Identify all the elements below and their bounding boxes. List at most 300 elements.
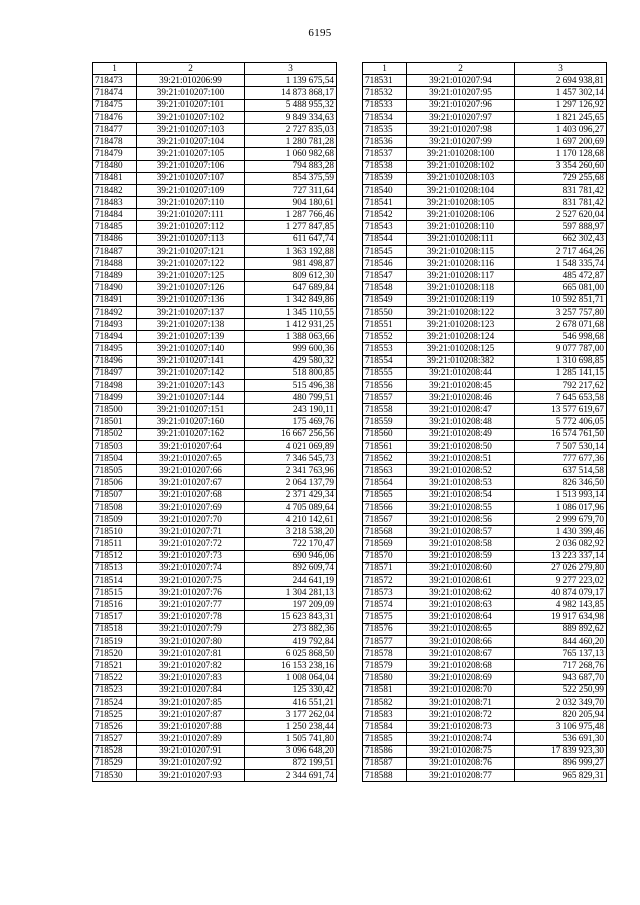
cadastral-number-cell: 39:21:010207:70 bbox=[137, 513, 245, 525]
row-number-cell: 718588 bbox=[363, 769, 407, 781]
cadastral-number-cell: 39:21:010207:122 bbox=[137, 258, 245, 270]
row-number-cell: 718513 bbox=[93, 562, 137, 574]
row-number-cell: 718505 bbox=[93, 465, 137, 477]
cadastral-number-cell: 39:21:010207:105 bbox=[137, 148, 245, 160]
table-row bbox=[93, 708, 337, 720]
value-cell: 1 139 675,54 bbox=[245, 75, 337, 87]
value-cell: 2 064 137,79 bbox=[245, 477, 337, 489]
table-row bbox=[93, 160, 337, 172]
row-number-cell: 718572 bbox=[363, 574, 407, 586]
table-row bbox=[363, 672, 607, 684]
row-number-cell: 718530 bbox=[93, 769, 137, 781]
row-number-cell: 718567 bbox=[363, 513, 407, 525]
value-cell: 1 297 126,92 bbox=[515, 99, 607, 111]
cadastral-number-cell: 39:21:010208:44 bbox=[407, 367, 515, 379]
table-row bbox=[363, 562, 607, 574]
row-number-cell: 718478 bbox=[93, 136, 137, 148]
row-number-cell: 718525 bbox=[93, 708, 137, 720]
value-cell: 2 036 082,92 bbox=[515, 538, 607, 550]
cadastral-number-cell: 39:21:010208:110 bbox=[407, 221, 515, 233]
table-row bbox=[363, 282, 607, 294]
value-cell: 637 514,58 bbox=[515, 465, 607, 477]
cadastral-number-cell: 39:21:010208:60 bbox=[407, 562, 515, 574]
cadastral-number-cell: 39:21:010208:111 bbox=[407, 233, 515, 245]
row-number-cell: 718542 bbox=[363, 209, 407, 221]
table-row bbox=[93, 574, 337, 586]
table-row bbox=[363, 367, 607, 379]
table-row bbox=[363, 172, 607, 184]
value-cell: 515 496,38 bbox=[245, 379, 337, 391]
table-row bbox=[93, 587, 337, 599]
cadastral-number-cell: 39:21:010208:382 bbox=[407, 355, 515, 367]
value-cell: 1 412 931,25 bbox=[245, 318, 337, 330]
column-header: 1 bbox=[363, 63, 407, 75]
cadastral-number-cell: 39:21:010207:72 bbox=[137, 538, 245, 550]
cadastral-number-cell: 39:21:010208:64 bbox=[407, 611, 515, 623]
cadastral-number-cell: 39:21:010207:78 bbox=[137, 611, 245, 623]
cadastral-number-cell: 39:21:010206:99 bbox=[137, 75, 245, 87]
row-number-cell: 718576 bbox=[363, 623, 407, 635]
cadastral-number-cell: 39:21:010207:112 bbox=[137, 221, 245, 233]
value-cell: 1 821 245,65 bbox=[515, 111, 607, 123]
table-row bbox=[363, 270, 607, 282]
value-cell: 729 255,68 bbox=[515, 172, 607, 184]
cadastral-number-cell: 39:21:010207:85 bbox=[137, 696, 245, 708]
table-row bbox=[363, 392, 607, 404]
row-number-cell: 718547 bbox=[363, 270, 407, 282]
row-number-cell: 718550 bbox=[363, 306, 407, 318]
cadastral-number-cell: 39:21:010207:101 bbox=[137, 99, 245, 111]
row-number-cell: 718545 bbox=[363, 245, 407, 257]
value-cell: 3 106 975,48 bbox=[515, 721, 607, 733]
row-number-cell: 718486 bbox=[93, 233, 137, 245]
row-number-cell: 718483 bbox=[93, 197, 137, 209]
table-row bbox=[363, 684, 607, 696]
cadastral-number-cell: 39:21:010208:105 bbox=[407, 197, 515, 209]
row-number-cell: 718503 bbox=[93, 440, 137, 452]
table-row bbox=[363, 343, 607, 355]
value-cell: 546 998,68 bbox=[515, 331, 607, 343]
table-row bbox=[93, 331, 337, 343]
row-number-cell: 718485 bbox=[93, 221, 137, 233]
row-number-cell: 718495 bbox=[93, 343, 137, 355]
cadastral-number-cell: 39:21:010207:125 bbox=[137, 270, 245, 282]
cadastral-number-cell: 39:21:010208:61 bbox=[407, 574, 515, 586]
cadastral-number-cell: 39:21:010207:110 bbox=[137, 197, 245, 209]
value-cell: 981 498,87 bbox=[245, 258, 337, 270]
cadastral-number-cell: 39:21:010208:104 bbox=[407, 184, 515, 196]
row-number-cell: 718570 bbox=[363, 550, 407, 562]
row-number-cell: 718541 bbox=[363, 197, 407, 209]
row-number-cell: 718480 bbox=[93, 160, 137, 172]
cadastral-number-cell: 39:21:010208:117 bbox=[407, 270, 515, 282]
value-cell: 19 917 634,98 bbox=[515, 611, 607, 623]
row-number-cell: 718516 bbox=[93, 599, 137, 611]
cadastral-number-cell: 39:21:010207:103 bbox=[137, 123, 245, 135]
value-cell: 244 641,19 bbox=[245, 574, 337, 586]
row-number-cell: 718492 bbox=[93, 306, 137, 318]
value-cell: 429 580,32 bbox=[245, 355, 337, 367]
value-cell: 999 600,36 bbox=[245, 343, 337, 355]
cadastral-number-cell: 39:21:010207:80 bbox=[137, 635, 245, 647]
value-cell: 2 678 071,68 bbox=[515, 318, 607, 330]
table-row bbox=[93, 87, 337, 99]
row-number-cell: 718502 bbox=[93, 428, 137, 440]
value-cell: 13 223 337,14 bbox=[515, 550, 607, 562]
column-header: 3 bbox=[515, 63, 607, 75]
table-row bbox=[363, 99, 607, 111]
row-number-cell: 718538 bbox=[363, 160, 407, 172]
cadastral-number-cell: 39:21:010207:151 bbox=[137, 404, 245, 416]
cadastral-number-cell: 39:21:010207:99 bbox=[407, 136, 515, 148]
table-row bbox=[93, 282, 337, 294]
value-cell: 2 527 620,04 bbox=[515, 209, 607, 221]
cadastral-number-cell: 39:21:010208:53 bbox=[407, 477, 515, 489]
cadastral-number-cell: 39:21:010207:141 bbox=[137, 355, 245, 367]
cadastral-number-cell: 39:21:010208:47 bbox=[407, 404, 515, 416]
cadastral-number-cell: 39:21:010208:48 bbox=[407, 416, 515, 428]
cadastral-number-cell: 39:21:010207:144 bbox=[137, 392, 245, 404]
row-number-cell: 718487 bbox=[93, 245, 137, 257]
value-cell: 1 170 128,68 bbox=[515, 148, 607, 160]
cadastral-number-cell: 39:21:010208:75 bbox=[407, 745, 515, 757]
cadastral-number-cell: 39:21:010207:109 bbox=[137, 184, 245, 196]
table-row bbox=[363, 465, 607, 477]
value-cell: 7 507 530,14 bbox=[515, 440, 607, 452]
value-cell: 965 829,31 bbox=[515, 769, 607, 781]
value-cell: 1 697 200,69 bbox=[515, 136, 607, 148]
table-row bbox=[93, 379, 337, 391]
value-cell: 3 354 260,60 bbox=[515, 160, 607, 172]
value-cell: 896 999,27 bbox=[515, 757, 607, 769]
cadastral-number-cell: 39:21:010208:67 bbox=[407, 648, 515, 660]
table-row bbox=[93, 526, 337, 538]
table-row bbox=[363, 587, 607, 599]
value-cell: 9 077 787,00 bbox=[515, 343, 607, 355]
value-cell: 6 025 868,50 bbox=[245, 648, 337, 660]
row-number-cell: 718473 bbox=[93, 75, 137, 87]
value-cell: 662 302,43 bbox=[515, 233, 607, 245]
table-row bbox=[93, 477, 337, 489]
row-number-cell: 718501 bbox=[93, 416, 137, 428]
value-cell: 4 705 089,64 bbox=[245, 501, 337, 513]
value-cell: 2 694 938,81 bbox=[515, 75, 607, 87]
table-row bbox=[93, 696, 337, 708]
cadastral-number-cell: 39:21:010207:79 bbox=[137, 623, 245, 635]
row-number-cell: 718484 bbox=[93, 209, 137, 221]
value-cell: 197 209,09 bbox=[245, 599, 337, 611]
table-row bbox=[363, 574, 607, 586]
row-number-cell: 718548 bbox=[363, 282, 407, 294]
table-row bbox=[93, 611, 337, 623]
value-cell: 7 645 653,58 bbox=[515, 392, 607, 404]
row-number-cell: 718493 bbox=[93, 318, 137, 330]
table-row bbox=[93, 538, 337, 550]
value-cell: 826 346,50 bbox=[515, 477, 607, 489]
cadastral-number-cell: 39:21:010207:77 bbox=[137, 599, 245, 611]
row-number-cell: 718568 bbox=[363, 526, 407, 538]
table-row bbox=[363, 184, 607, 196]
table-row bbox=[93, 404, 337, 416]
cadastral-number-cell: 39:21:010208:68 bbox=[407, 660, 515, 672]
row-number-cell: 718512 bbox=[93, 550, 137, 562]
table-row bbox=[363, 538, 607, 550]
row-number-cell: 718476 bbox=[93, 111, 137, 123]
cadastral-number-cell: 39:21:010207:140 bbox=[137, 343, 245, 355]
value-cell: 2 999 679,70 bbox=[515, 513, 607, 525]
table-row bbox=[363, 306, 607, 318]
row-number-cell: 718491 bbox=[93, 294, 137, 306]
cadastral-number-cell: 39:21:010207:69 bbox=[137, 501, 245, 513]
table-row bbox=[363, 526, 607, 538]
cadastral-number-cell: 39:21:010208:57 bbox=[407, 526, 515, 538]
row-number-cell: 718514 bbox=[93, 574, 137, 586]
row-number-cell: 718584 bbox=[363, 721, 407, 733]
row-number-cell: 718475 bbox=[93, 99, 137, 111]
cadastral-number-cell: 39:21:010208:69 bbox=[407, 672, 515, 684]
value-cell: 1 285 141,15 bbox=[515, 367, 607, 379]
table-row bbox=[363, 123, 607, 135]
value-cell: 1 280 781,28 bbox=[245, 136, 337, 148]
table-row bbox=[93, 294, 337, 306]
cadastral-number-cell: 39:21:010208:65 bbox=[407, 623, 515, 635]
value-cell: 480 799,51 bbox=[245, 392, 337, 404]
table-row bbox=[93, 428, 337, 440]
cadastral-number-cell: 39:21:010207:143 bbox=[137, 379, 245, 391]
table-row bbox=[363, 648, 607, 660]
row-number-cell: 718528 bbox=[93, 745, 137, 757]
row-number-cell: 718488 bbox=[93, 258, 137, 270]
value-cell: 1 277 847,85 bbox=[245, 221, 337, 233]
table-row bbox=[363, 209, 607, 221]
table-row bbox=[363, 623, 607, 635]
row-number-cell: 718496 bbox=[93, 355, 137, 367]
value-cell: 273 882,36 bbox=[245, 623, 337, 635]
cadastral-number-cell: 39:21:010207:126 bbox=[137, 282, 245, 294]
row-number-cell: 718529 bbox=[93, 757, 137, 769]
cadastral-number-cell: 39:21:010207:66 bbox=[137, 465, 245, 477]
value-cell: 597 888,97 bbox=[515, 221, 607, 233]
value-cell: 943 687,70 bbox=[515, 672, 607, 684]
table-row bbox=[93, 733, 337, 745]
row-number-cell: 718532 bbox=[363, 87, 407, 99]
table-row bbox=[93, 148, 337, 160]
value-cell: 809 612,30 bbox=[245, 270, 337, 282]
cadastral-number-cell: 39:21:010208:58 bbox=[407, 538, 515, 550]
row-number-cell: 718524 bbox=[93, 696, 137, 708]
value-cell: 1 505 741,80 bbox=[245, 733, 337, 745]
cadastral-number-cell: 39:21:010208:45 bbox=[407, 379, 515, 391]
value-cell: 485 472,87 bbox=[515, 270, 607, 282]
value-cell: 792 217,62 bbox=[515, 379, 607, 391]
value-cell: 831 781,42 bbox=[515, 184, 607, 196]
row-number-cell: 718504 bbox=[93, 453, 137, 465]
cadastral-number-cell: 39:21:010207:97 bbox=[407, 111, 515, 123]
value-cell: 1 287 766,46 bbox=[245, 209, 337, 221]
value-cell: 175 469,76 bbox=[245, 416, 337, 428]
value-cell: 1 086 017,96 bbox=[515, 501, 607, 513]
cadastral-number-cell: 39:21:010208:102 bbox=[407, 160, 515, 172]
row-number-cell: 718571 bbox=[363, 562, 407, 574]
row-number-cell: 718562 bbox=[363, 453, 407, 465]
row-number-cell: 718585 bbox=[363, 733, 407, 745]
row-number-cell: 718474 bbox=[93, 87, 137, 99]
row-number-cell: 718517 bbox=[93, 611, 137, 623]
cadastral-number-cell: 39:21:010208:46 bbox=[407, 392, 515, 404]
value-cell: 40 874 079,17 bbox=[515, 587, 607, 599]
table-row bbox=[93, 660, 337, 672]
value-cell: 522 250,99 bbox=[515, 684, 607, 696]
table-row bbox=[93, 757, 337, 769]
cadastral-number-cell: 39:21:010208:115 bbox=[407, 245, 515, 257]
table-row bbox=[363, 769, 607, 781]
value-cell: 1 008 064,04 bbox=[245, 672, 337, 684]
row-number-cell: 718558 bbox=[363, 404, 407, 416]
value-cell: 872 199,51 bbox=[245, 757, 337, 769]
row-number-cell: 718574 bbox=[363, 599, 407, 611]
value-cell: 1 304 281,13 bbox=[245, 587, 337, 599]
row-number-cell: 718531 bbox=[363, 75, 407, 87]
table-row bbox=[93, 550, 337, 562]
value-cell: 16 574 761,50 bbox=[515, 428, 607, 440]
cadastral-number-cell: 39:21:010208:63 bbox=[407, 599, 515, 611]
cadastral-number-cell: 39:21:010208:70 bbox=[407, 684, 515, 696]
value-cell: 27 026 279,80 bbox=[515, 562, 607, 574]
table-row bbox=[93, 453, 337, 465]
value-cell: 1 388 063,66 bbox=[245, 331, 337, 343]
column-header: 1 bbox=[93, 63, 137, 75]
row-number-cell: 718498 bbox=[93, 379, 137, 391]
row-number-cell: 718546 bbox=[363, 258, 407, 270]
table-row bbox=[363, 708, 607, 720]
row-number-cell: 718581 bbox=[363, 684, 407, 696]
table-row bbox=[93, 99, 337, 111]
cadastral-number-cell: 39:21:010208:106 bbox=[407, 209, 515, 221]
table-row bbox=[93, 489, 337, 501]
table-row bbox=[363, 550, 607, 562]
row-number-cell: 718508 bbox=[93, 501, 137, 513]
cadastral-number-cell: 39:21:010207:71 bbox=[137, 526, 245, 538]
value-cell: 1 342 849,86 bbox=[245, 294, 337, 306]
table-row bbox=[93, 599, 337, 611]
row-number-cell: 718555 bbox=[363, 367, 407, 379]
value-cell: 10 592 851,71 bbox=[515, 294, 607, 306]
value-cell: 3 257 757,80 bbox=[515, 306, 607, 318]
value-cell: 1 363 192,88 bbox=[245, 245, 337, 257]
cadastral-number-cell: 39:21:010208:62 bbox=[407, 587, 515, 599]
table-row bbox=[363, 221, 607, 233]
table-row bbox=[363, 318, 607, 330]
table-row bbox=[363, 733, 607, 745]
row-number-cell: 718557 bbox=[363, 392, 407, 404]
value-cell: 518 800,85 bbox=[245, 367, 337, 379]
table-row bbox=[93, 355, 337, 367]
value-cell: 3 177 262,04 bbox=[245, 708, 337, 720]
cadastral-number-cell: 39:21:010207:98 bbox=[407, 123, 515, 135]
table-row bbox=[93, 367, 337, 379]
cadastral-number-cell: 39:21:010207:160 bbox=[137, 416, 245, 428]
row-number-cell: 718578 bbox=[363, 648, 407, 660]
cadastral-number-cell: 39:21:010207:162 bbox=[137, 428, 245, 440]
cadastral-number-cell: 39:21:010208:76 bbox=[407, 757, 515, 769]
cadastral-number-cell: 39:21:010208:72 bbox=[407, 708, 515, 720]
cadastral-number-cell: 39:21:010207:76 bbox=[137, 587, 245, 599]
row-number-cell: 718536 bbox=[363, 136, 407, 148]
cadastral-number-cell: 39:21:010207:100 bbox=[137, 87, 245, 99]
table-row bbox=[93, 209, 337, 221]
row-number-cell: 718479 bbox=[93, 148, 137, 160]
row-number-cell: 718540 bbox=[363, 184, 407, 196]
value-cell: 3 218 538,20 bbox=[245, 526, 337, 538]
cadastral-number-cell: 39:21:010207:137 bbox=[137, 306, 245, 318]
table-row bbox=[363, 745, 607, 757]
cadastral-number-cell: 39:21:010207:84 bbox=[137, 684, 245, 696]
cadastral-number-cell: 39:21:010208:49 bbox=[407, 428, 515, 440]
table-row bbox=[363, 721, 607, 733]
value-cell: 904 180,61 bbox=[245, 197, 337, 209]
cadastral-number-cell: 39:21:010208:59 bbox=[407, 550, 515, 562]
table-row bbox=[93, 623, 337, 635]
row-number-cell: 718560 bbox=[363, 428, 407, 440]
cadastral-number-cell: 39:21:010207:102 bbox=[137, 111, 245, 123]
table-row bbox=[363, 404, 607, 416]
table-row bbox=[363, 660, 607, 672]
cadastral-number-cell: 39:21:010208:71 bbox=[407, 696, 515, 708]
value-cell: 15 623 843,31 bbox=[245, 611, 337, 623]
cadastral-number-cell: 39:21:010208:55 bbox=[407, 501, 515, 513]
row-number-cell: 718481 bbox=[93, 172, 137, 184]
value-cell: 820 205,94 bbox=[515, 708, 607, 720]
table-row bbox=[363, 477, 607, 489]
value-cell: 3 096 648,20 bbox=[245, 745, 337, 757]
table-row bbox=[363, 611, 607, 623]
cadastral-number-cell: 39:21:010208:103 bbox=[407, 172, 515, 184]
cadastral-number-cell: 39:21:010208:119 bbox=[407, 294, 515, 306]
cadastral-number-cell: 39:21:010208:66 bbox=[407, 635, 515, 647]
value-cell: 2 717 464,26 bbox=[515, 245, 607, 257]
value-cell: 889 892,62 bbox=[515, 623, 607, 635]
table-row bbox=[363, 111, 607, 123]
table-row bbox=[93, 513, 337, 525]
table-row bbox=[93, 111, 337, 123]
value-cell: 794 883,28 bbox=[245, 160, 337, 172]
row-number-cell: 718534 bbox=[363, 111, 407, 123]
cadastral-number-cell: 39:21:010208:52 bbox=[407, 465, 515, 477]
value-cell: 7 346 545,73 bbox=[245, 453, 337, 465]
table-row bbox=[363, 489, 607, 501]
cadastral-number-cell: 39:21:010207:67 bbox=[137, 477, 245, 489]
table-row bbox=[363, 258, 607, 270]
row-number-cell: 718519 bbox=[93, 635, 137, 647]
row-number-cell: 718577 bbox=[363, 635, 407, 647]
row-number-cell: 718566 bbox=[363, 501, 407, 513]
table-row bbox=[93, 465, 337, 477]
value-cell: 9 849 334,63 bbox=[245, 111, 337, 123]
row-number-cell: 718522 bbox=[93, 672, 137, 684]
row-number-cell: 718509 bbox=[93, 513, 137, 525]
table-row bbox=[93, 197, 337, 209]
table-row bbox=[363, 635, 607, 647]
cadastral-number-cell: 39:21:010207:73 bbox=[137, 550, 245, 562]
table-row bbox=[93, 136, 337, 148]
value-cell: 9 277 223,02 bbox=[515, 574, 607, 586]
value-cell: 777 677,36 bbox=[515, 453, 607, 465]
row-number-cell: 718497 bbox=[93, 367, 137, 379]
row-number-cell: 718586 bbox=[363, 745, 407, 757]
page-number: 6195 bbox=[308, 27, 332, 39]
value-cell: 1 345 110,55 bbox=[245, 306, 337, 318]
cadastral-number-cell: 39:21:010208:51 bbox=[407, 453, 515, 465]
